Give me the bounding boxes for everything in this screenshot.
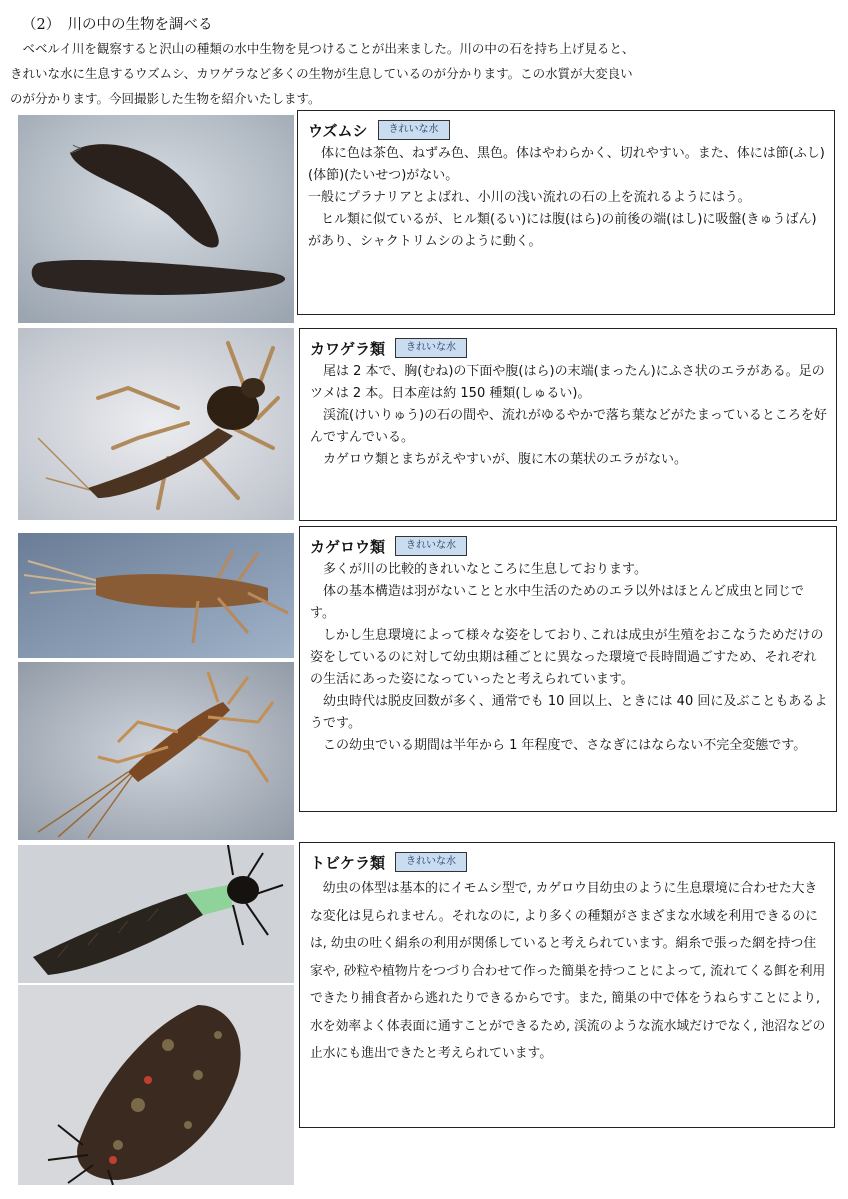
clean-water-badge: きれいな水 (378, 120, 450, 140)
intro-line: のが分かります。今回撮影した生物を紹介いたします。 (10, 91, 321, 106)
section-paragraph: 体の基本構造は羽がないことと水中生活のためのエラ以外はほとんど成虫と同じです。 (310, 584, 805, 621)
clean-water-badge: きれいな水 (395, 536, 467, 556)
intro-line: ベベルイ川を観察すると沢山の種類の水中生物を見つけることが出来ました。川の中の石を持ち上げ見ると、 (10, 41, 635, 56)
planarian-section (297, 110, 835, 315)
mayfly-photo-2 (18, 662, 294, 840)
section-paragraph: 幼虫の体型は基本的にイモムシ型で, カゲロウ目幼虫のように生息環境に合わせた大きな変化は見られません。それなのに, より多くの種類がさまざまな水域を利用できるのには, 幼虫の吐く絹糸の利用が関係していると考えられています。絹糸で張った網を持つ住家や, 砂粒や植物片をつづり合わせて作った簡巣を持つことによって, 流れてくる餌を利用できたり捕食者から逃れたりできるからです。また, 簡巣の中で体をうねらすことにより, 水を効率よく体表面に通すことができるため, 渓流のような流水域だけでなく, 池沼などの止水にも進出できたと考えられています。 (310, 881, 826, 1061)
intro-line: きれいな水に生息するウズムシ、カワゲラなど多くの生物が生息しているのが分かります。この水質が大変良い (10, 66, 633, 81)
caddisfly-photo-2 (18, 985, 294, 1185)
section-paragraph: 多くが川の比較的きれいなところに生息しております。 (323, 562, 647, 577)
mayfly-section (299, 526, 837, 812)
clean-water-badge: きれいな水 (395, 852, 467, 872)
section-paragraph: 体に色は茶色、ねずみ色、黒色。体はやわらかく、切れやすい。また、体には節(ふし)(体節)(たいせつ)がない。 (308, 146, 825, 183)
stonefly-photo (18, 328, 294, 520)
section-paragraph: この幼虫でいる期間は半年から 1 年程度で、さなぎにはならない不完全変態です。 (323, 738, 807, 753)
section-paragraph: 一般にプラナリアとよばれ、小川の浅い流れの石の上を流れるようにはう。 (308, 190, 751, 205)
intro-text (10, 36, 810, 111)
section-paragraph: ヒル類に似ているが、ヒル類(るい)には腹(はら)の前後の端(はし)に吸盤(きゅうばん)があり、シャクトリムシのように動く。 (308, 212, 817, 249)
section-paragraph: 幼虫時代は脱皮回数が多く、通常でも 10 回以上、ときには 40 回に及ぶこともあるようです。 (310, 694, 828, 731)
page-heading: （2） 川の中の生物を調べる (22, 17, 213, 33)
section-title: カゲロウ類 (310, 537, 386, 556)
section-title: トビケラ類 (310, 853, 386, 872)
mayfly-photo-1 (18, 533, 294, 658)
stonefly-section (299, 328, 837, 521)
section-paragraph: しかし生息環境によって様々な姿をしており､これは成虫が生殖をおこなうためだけの姿をしているのに対して幼虫期は種ごとに異なった環境で長時間過ごすため、それぞれの生活にあった姿になっていったと考えられています。 (310, 628, 824, 687)
section-title: カワゲラ類 (310, 339, 386, 358)
clean-water-badge: きれいな水 (395, 338, 467, 358)
section-paragraph: カゲロウ類とまちがえやすいが、腹に木の葉状のエラがない。 (323, 452, 688, 467)
section-paragraph: 尾は 2 本で、胸(むね)の下面や腹(はら)の末端(まったん)にふさ状のエラがある。足のツメは 2 本。日本産は約 150 種類(しゅるい)。 (310, 364, 825, 401)
planarian-photo (18, 115, 294, 323)
caddisfly-photo-1 (18, 845, 294, 983)
section-paragraph: 渓流(けいりゅう)の石の間や、流れがゆるやかで落ち葉などがたまっているところを好んですんでいる。 (310, 408, 827, 445)
caddisfly-section (299, 842, 835, 1128)
section-title: ウズムシ (308, 121, 368, 140)
